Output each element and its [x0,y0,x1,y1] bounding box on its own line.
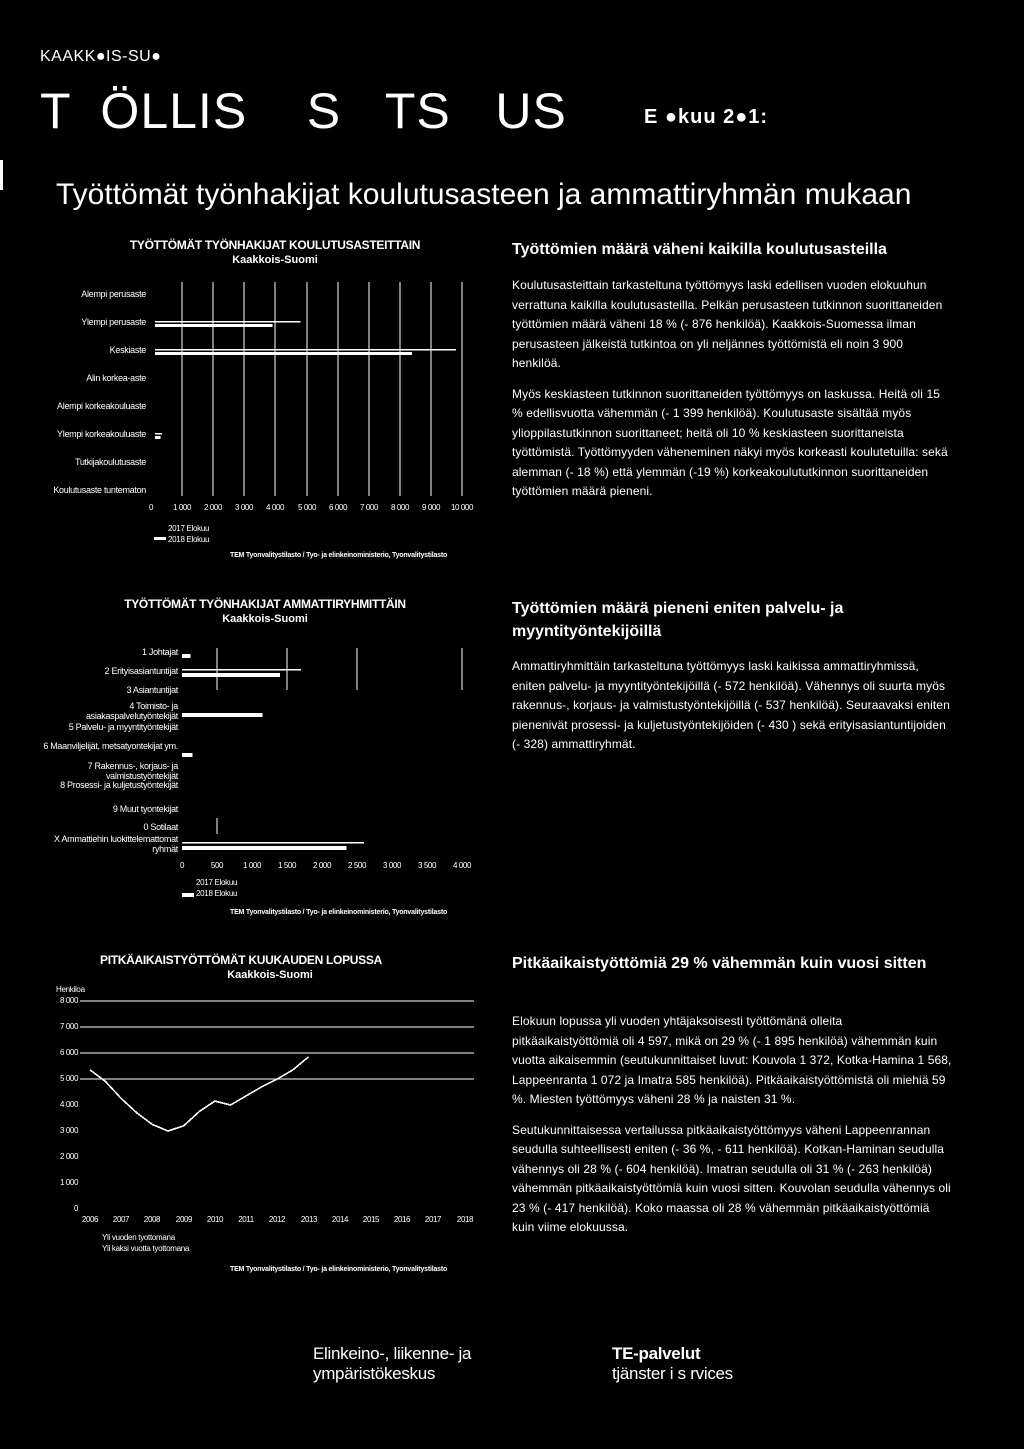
chart3-y-tick: 3 000 [59,1126,78,1135]
chart1-x-tick: 2 000 [203,503,223,512]
chart1-category-label: Ylempi perusaste [81,317,146,327]
te-services-logo [612,1344,733,1384]
chart1-category-label: Tutkijakoulutusaste [74,457,146,467]
chart2-category-label: 5 Palvelu- ja myyntityöntekijät [68,722,178,732]
te-logo-line: TE-palvelut [612,1344,701,1363]
chart1-legend-2018: 2018 Elokuu [168,535,210,544]
chart2-title: TYÖTTÖMÄT TYÖNHAKIJAT AMMATTIRYHMITTÄIN [124,597,406,611]
chart2-bar-2018 [182,753,193,757]
chart1-category-label: Alin korkea-aste [86,373,146,383]
report-date: E ●kuu 2●1: [644,106,769,128]
chart1-title: TYÖTTÖMÄT TYÖNHAKIJAT KOULUTUSASTEITTAIN [129,238,421,252]
chart3-x-tick: 2016 [393,1215,411,1224]
chart1-bar-2017 [155,321,300,323]
chart1-subtitle: Kaakkois-Suomi [232,254,318,266]
chart3-x-tick: 2010 [206,1215,224,1224]
chart2-bar-2018 [182,846,347,850]
chart1-legend-swatch [154,537,166,540]
chart3-source: TEM Tyonvalitystilasto / Tyo- ja elinkeinoministerio, Tyonvalitystilasto [230,1266,448,1273]
chart3-y-tick: 0 [73,1204,78,1213]
chart1-category-label: Ylempi korkeakouluaste [57,429,146,439]
chart2-x-tick: 2 000 [312,861,332,870]
chart3-y-tick: 8 000 [59,996,78,1005]
chart2-category-label: 9 Muut tyontekijat [112,804,178,814]
chart1-x-tick: 3 000 [234,503,254,512]
chart2-source: TEM Tyonvalitystilasto / Tyo- ja elinkeinoministerio, Tyonvalitystilasto [230,909,448,916]
chart1-source: TEM Tyonvalitystilasto / Tyo- ja elinkeinoministerio, Tyonvalitystilasto [230,552,448,559]
chart3-subtitle: Kaakkois-Suomi [227,969,313,981]
chart3-x-tick: 2018 [456,1215,474,1224]
chart3-y-tick: 1 000 [59,1178,78,1187]
section1-heading: Työttömien määrä väheni kaikilla koulutusasteilla [512,241,887,258]
chart1-bar-2017 [155,433,162,435]
chart2-legend-swatch [182,893,194,897]
chart2-x-tick: 2 500 [347,861,367,870]
chart1-category-label: Keskiaste [109,345,146,355]
section2-text [512,657,952,766]
chart2-category-label: 0 Sotilaat [143,822,178,832]
chart3-y-tick: 4 000 [59,1100,78,1109]
chart3-y-tick: 2 000 [59,1152,78,1161]
chart1-x-tick: 7 000 [359,503,379,512]
chart1-category-label: Koulutusaste tuntematon [53,485,146,495]
chart2-x-tick: 500 [210,861,224,870]
chart3-x-tick: 2009 [175,1215,193,1224]
section3-paragraph: Seutukunnittaisessa vertailussa pitkäaikaistyöttömyys väheni Lappeenrannan seudulla suhteellisesti eniten (- 36 %, - 611 henkilöä). Kotkan-Haminan seudulla vähennys oli 28 % (- 604 henkilöä). Imatran seudulla oli 31 % (- 263 henkilöä) vähemmän pitkäaikaistyöttömiä kuin vuosi sitten. Kouvolan seudulla vähennys oli 23 % (- 417 henkilöä). Koko maassa oli 28 % vähemmän pitkäaikaistyöttömiä kuin viime elokuussa. [512,1122,951,1234]
chart3-x-tick: 2011 [238,1215,254,1224]
chart1-bar-2018 [155,324,272,327]
chart2-category-label: 4 Toimisto- ja asiakaspalvelutyöntekijät [85,701,178,721]
chart3-x-tick: 2012 [268,1215,286,1224]
chart3-y-tick: 7 000 [59,1022,78,1031]
section2-heading: Työttömien määrä pieneni eniten palvelu- ja myyntityöntekijöillä [512,600,844,640]
chart2-category-label: 1 Johtajat [141,647,178,657]
chart1-legend-2017: 2017 Elokuu [168,524,210,533]
chart3-x-tick: 2006 [81,1215,99,1224]
chart3-legend-1y: Yli vuoden tyottomana [102,1233,175,1242]
section1-text [512,276,952,513]
chart2-subtitle: Kaakkois-Suomi [222,613,308,625]
chart2-category-label: 3 Asiantuntijat [126,685,178,695]
chart2-x-tick: 3 000 [382,861,402,870]
chart2-bar-2018 [182,654,190,658]
chart3-title: PITKÄAIKAISTYÖTTÖMÄT KUUKAUDEN LOPUSSA [100,953,382,967]
chart1-x-tick: 4 000 [265,503,285,512]
chart2-category-label: 2 Erityisasiantuntijat [104,666,178,676]
chart2-bar-2018 [182,673,280,677]
chart2-bar-2017 [182,842,364,844]
chart2-x-tick: 0 [179,861,185,870]
chart2-bar-2018 [182,713,263,717]
ely-logo-line: ympäristökeskus [313,1364,436,1383]
chart2-bar-2017 [182,669,301,671]
chart2-category-label: 6 Maanviljelijät, metsatyontekijat ym. [43,741,178,751]
chart1-x-tick: 9 000 [421,503,441,512]
chart3-y-tick: 6 000 [59,1048,78,1057]
chart2-x-tick: 3 500 [417,861,437,870]
section3-heading: Pitkäaikaistyöttömiä 29 % vähemmän kuin vuosi sitten [512,955,927,972]
chart1-x-tick: 1 000 [172,503,192,512]
chart1-x-tick: 5 000 [297,503,317,512]
chart3-x-tick: 2014 [331,1215,349,1224]
chart1-category-label: Alempi korkeakouluaste [57,401,146,411]
chart2-category-label: X Ammattiehin luokittelemattomat ryhmät [54,834,178,854]
chart2-x-tick: 1 000 [242,861,262,870]
chart3-x-tick: 2008 [143,1215,161,1224]
ely-centre-logo [313,1344,471,1384]
section1-paragraph: Koulutusasteittain tarkasteltuna työttömyys laski edellisen vuoden elokuuhun verrattuna kaikilla koulutusasteilla. Pelkän perusasteen tutkinnon suorittaneiden työttömien määrä väheni 18 % (- 876 henkilöä). Kaakkois-Suomessa ilman perusasteen jälkeistä tutkintoa on yli neljännes työttömistä eli noin 3 900 henkilöä. [512,278,943,370]
chart2-legend-2017: 2017 Elokuu [196,878,238,887]
chart1-bar-2018 [155,436,160,439]
chart1-x-tick: 10 000 [450,503,474,512]
section3-text [512,1012,952,1249]
chart1-bar-2018 [155,352,412,355]
section2-paragraph: Ammattiryhmittäin tarkasteltuna työttömyys laski kaikissa ammattiryhmissä, eniten palvelu- ja myyntityöntekijöillä (- 572 henkilöä). Vähennys oli suurta myös rakennus-, korjaus- ja valmistustyöntekijöillä (- 537 henkilöä). Seuraavaksi eniten pienenivät prosessi- ja kuljetustyöntekijöiden (- 430 ) sekä erityisasiantuntijoiden (- 328) ammattiryhmät. [512,659,950,751]
chart3-series-line [90,1057,309,1131]
chart3-x-tick: 2013 [300,1215,318,1224]
region-label: KAAKK●IS-SU● [40,48,162,65]
main-heading: Työttömät työnhakijat koulutusasteen ja ammattiryhmän mukaan [56,178,912,211]
chart1-x-tick: 6 000 [328,503,348,512]
section1-paragraph: Myös keskiasteen tutkinnon suorittaneiden työttömyys on laskussa. Heitä oli 15 % edellisvuotta vähemmän (- 1 399 henkilöä). Koulutusaste sisältää myös ylioppilastutkinnon suorittaneet; heitä oli 10 % keskiasteen suorittaneista työttömistä. Työttömyyden väheneminen näkyi myös korkeasti koulutetuilla: sekä alemman (- 18 %) että ylemmän (-19 %) korkeakoulututkinnon suorittaneiden työttömien määrä pieneni. [512,386,948,498]
chart2-category-label: 8 Prosessi- ja kuljetustyöntekijät [60,780,178,790]
chart2-x-tick: 1 500 [277,861,297,870]
chart1-bar-2017 [155,349,456,351]
chart3-x-tick: 2007 [112,1215,130,1224]
te-logo-line: tjänster i s rvices [612,1364,733,1383]
chart2-legend-2018: 2018 Elokuu [196,889,238,898]
chart1-x-tick: 8 000 [390,503,410,512]
chart3-x-tick: 2015 [362,1215,380,1224]
chart1-x-tick: 0 [148,503,154,512]
section3-paragraph: Elokuun lopussa yli vuoden yhtäjaksoisesti työttömänä olleita pitkäaikaistyöttömiä oli 4 597, mikä on 29 % (- 1 895 henkilöä) vähemmän kuin vuotta aikaisemmin (seutukunnittaiset luvut: Kouvola 1 372, Kotka-Hamina 1 568, Lappeenranta 1 072 ja Imatra 585 henkilöä). Pitkäaikaistyöttömistä oli miehiä 59 %. Miesten työttömyys väheni 28 % ja naisten 31 %. [512,1014,952,1106]
page-title: T ÖLLIS S TS US [40,83,567,139]
ely-logo-line: Elinkeino-, liikenne- ja [313,1344,472,1363]
chart3-legend-2y: Yli kaksi vuotta tyottomana [102,1244,190,1253]
chart3-x-tick: 2017 [424,1215,442,1224]
chart2-category-label: 7 Rakennus-, korjaus- ja valmistustyöntekijät [87,761,178,781]
chart3-y-axis-label: Henkiloa [56,985,85,994]
chart2-x-tick: 4 000 [452,861,472,870]
chart1-category-label: Alempi perusaste [81,289,146,299]
chart3-y-tick: 5 000 [59,1074,78,1083]
